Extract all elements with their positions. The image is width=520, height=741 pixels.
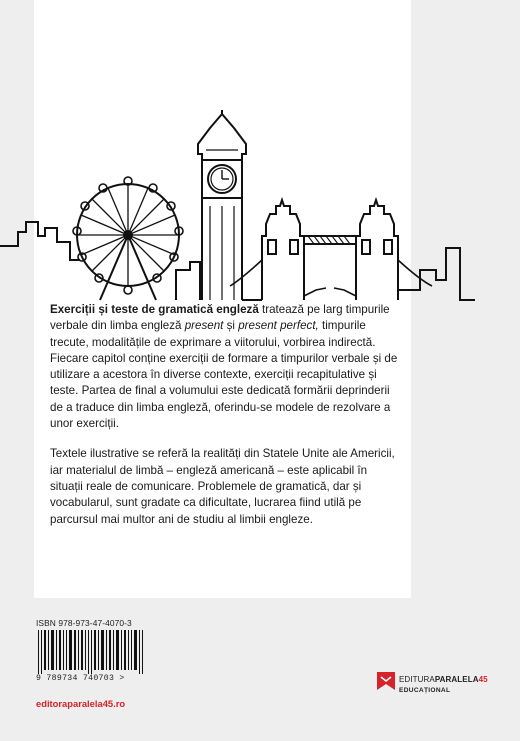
publisher-name: [399, 675, 488, 684]
publisher-website[interactable]: editoraparalela45.ro: [36, 698, 126, 709]
barcode: [36, 630, 156, 674]
isbn-label: ISBN 978-973-47-4070-3: [36, 618, 132, 628]
publisher-logo-icon: [376, 670, 396, 692]
book-title-inline: Exerciții și teste de gramatică engleză: [50, 303, 259, 316]
description-text: timpurile trecute, modalitățile de exprimare a viitorului, vorbirea indirectă. Fiecare capitol conține exerciții de formare a timpurilor verbale și de utilizare a acestora în diverse contexte, exerciții recapitulative și teste. Partea de final a volumului este dedicată formării deprinderii de a traduce din limba engleză, oferindu-se modele de rezolvare a unor exerciții.: [50, 319, 398, 431]
description-paragraph-2: Textele ilustrative se referă la realități din Statele Unite ale Americii, iar materialul de limbă – engleză americană – este aplicabil în situații reale de comunicare. Problemele de gramatică, dar și vocabularul, sunt gradate ca dificultate, lucrarea fiind utilă pe parcursul mai multor ani de studiu al limbii engleze.: [50, 447, 395, 526]
description-paragraph-1: [50, 302, 402, 432]
publisher-imprint: EDUCAȚIONAL: [399, 687, 451, 694]
book-description: [50, 302, 402, 542]
description-text: și: [223, 319, 239, 333]
london-skyline-illustration: [0, 110, 520, 310]
publisher-prefix: EDITURA: [399, 675, 435, 684]
publisher-number: 45: [478, 675, 488, 684]
term-present-perfect: present perfect,: [238, 319, 319, 333]
barcode-digits: 9 789734 740703 >: [36, 674, 125, 683]
term-present: present: [184, 319, 224, 333]
description-text: tratează pe larg timpurile verbale din limba engleză: [50, 303, 390, 333]
publisher-brand: PARALELA: [434, 675, 479, 684]
